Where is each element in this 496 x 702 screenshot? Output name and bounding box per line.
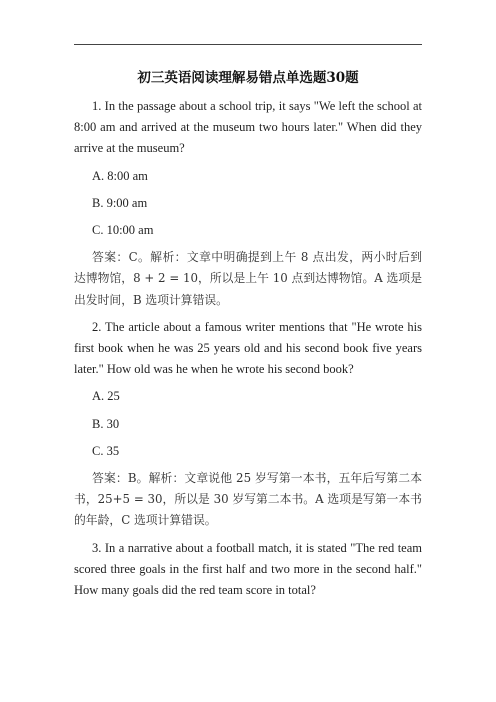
header-rule [74,44,422,45]
document-body [74,96,422,607]
question-2-stem: 2. The article about a famous writer mentions that "He wrote his first book when he was 25 years old and his second book five years later." How old was he when he wrote his second book? [74,319,422,377]
question-1-answer: 答案：C。解析：文章中明确提到上午 8 点出发，两小时后到达博物馆，8 + 2 = 10，所以是上午 10 点到达博物馆。A 选项是出发时间，B 选项计算错误。 [74,250,422,307]
question-2-option-c: C. 35 [92,443,120,458]
question-1-option-b: B. 9:00 am [92,195,148,210]
question-2-option-a: A. 25 [92,389,120,404]
question-1-option-a: A. 8:00 am [92,168,148,183]
document-title: 初三英语阅读理解易错点单选题30题 [137,70,359,86]
question-2-answer: 答案：B。解析：文章说他 25 岁写第一本书，五年后写第二本书，25+5 = 30，所以是 30 岁写第二本书。A 选项是写第一本书的年龄，C 选项计算错误。 [74,471,422,528]
question-2-option-b: B. 30 [92,416,120,431]
question-1-option-c: C. 10:00 am [92,223,154,238]
question-3-stem: 3. In a narrative about a football match, it is stated "The red team scored three goals in the first half and two more in the second half." How many goals did the red team score in total? [74,540,422,598]
question-1-stem: 1. In the passage about a school trip, it says "We left the school at 8:00 am and arrived at the museum two hours later." When did they arrive at the museum? [74,99,422,156]
